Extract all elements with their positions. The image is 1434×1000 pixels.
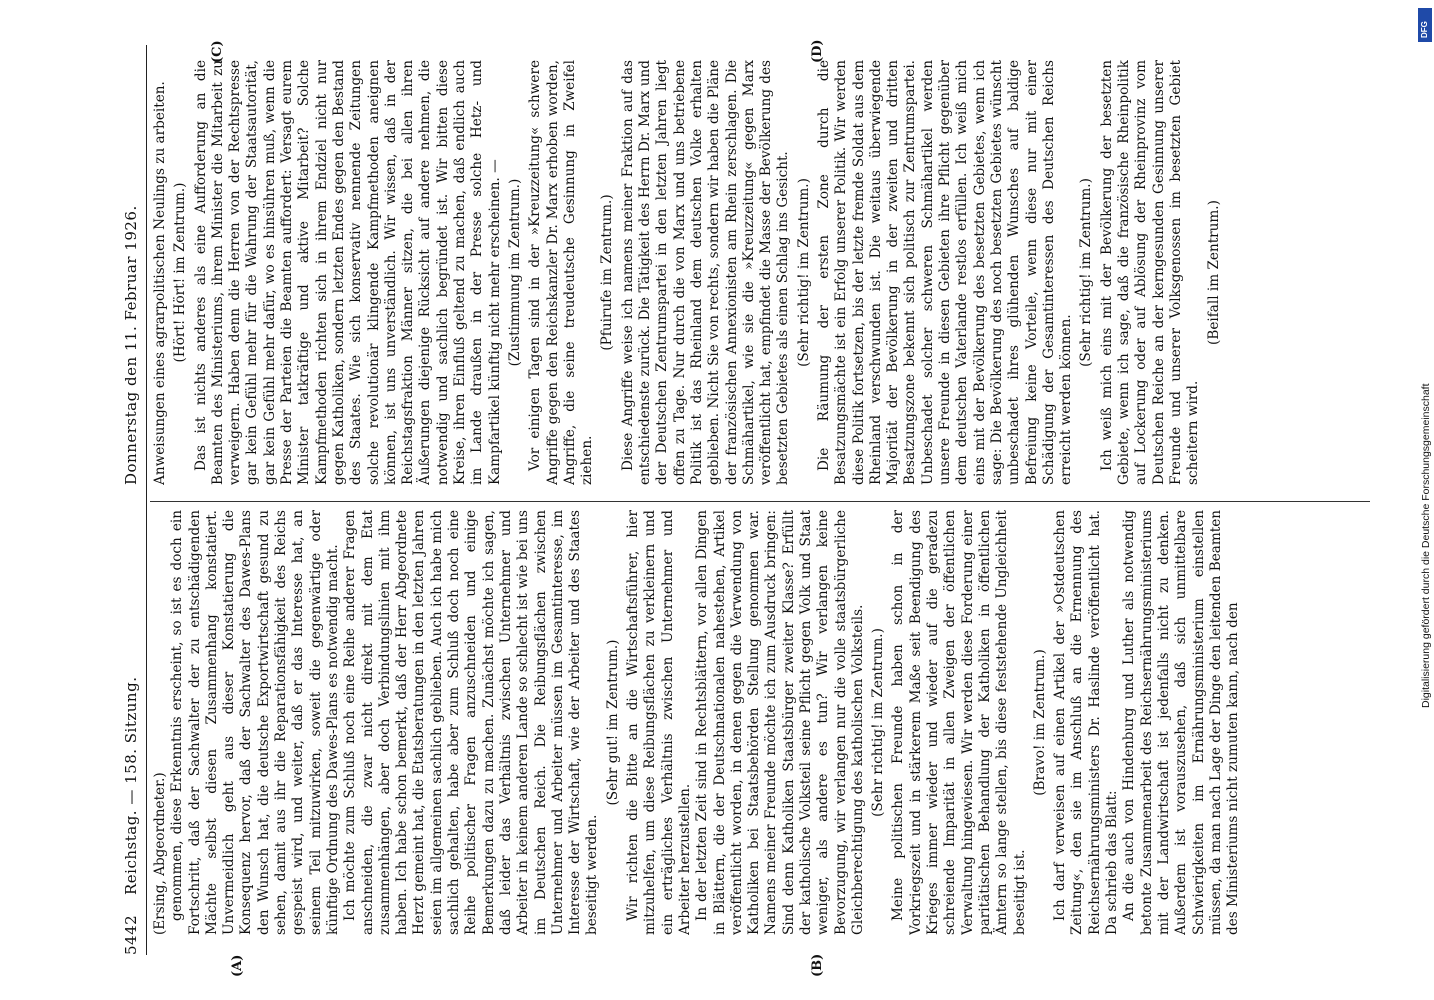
paragraph: In der letzten Zeit sind in Rechtsblättern, vor allen Dingen in Blättern, die der Deutschnationalen nahestehen, Artikel veröffentlicht worden, in denen gegen die Verwendung von Katholiken bei Staatsbehörden Stellung genommen war. Namens meiner Freunde möchte ich zum Ausdruck bringen: Sind denn Katholiken Staatsbürger zweiter Klasse? Erfüllt der katholische Volksteil seine Pflicht gegen Volk und Staat weniger, als andere es tun? Wir verlangen keine Bevorzugung, wir verlangen nur die volle staatsbürgerliche Gleichberechtigung des katholischen Volksteils. <box>694 510 866 935</box>
paragraph: Vor einigen Tagen sind in der »Kreuzzeitung« schwere Angriffe gegen den Reichskanzler Dr. Marx erhoben worden, Angriffe, die seine treudeutsche Gesinnung in Zweifel ziehen. <box>527 60 596 485</box>
paragraph: Ich darf verweisen auf einen Artikel der »Ostdeutschen Zeitung«, den sie im Anschluß an die Ernennung des Reichsernährungsministers Dr. Haslinde veröffentlicht hat. Da schrieb das Blatt: <box>1052 510 1121 935</box>
paragraph: Anweisungen eines agrarpolitischen Neulings zu arbeiten. <box>152 81 168 485</box>
rotated-document-page <box>120 39 1380 977</box>
running-head-left: Reichstag. — 158. Sitzung. <box>122 676 140 895</box>
margin-marker-c: (C) <box>210 40 225 63</box>
right-text-column <box>152 60 1352 485</box>
paragraph: Diese Angriffe weise ich namens meiner Fraktion auf das entschiedenste zurück. Die Tätigkeit des Herrn Dr. Marx und der Deutschen Zentrumspartei in den letzten Jahren liegt offen zu Tage. Nur durch die von Marx und uns betriebene Politik ist das Rheinland dem deutschen Volke erhalten geblieben. Nicht Sie von rechts, sondern wir haben die Pläne der französischen Annexionisten am Rhein zerschlagen. Die Schmähartikel, wie sie die »Kreuzzeitung« gegen Marx veröffentlicht hat, empfindet die Masse der Bevölkerung des besetzten Gebietes als einen Schlag ins Gesicht. <box>619 60 792 485</box>
paragraph: Meine politischen Freunde haben schon in der Vorkriegszeit und in stärkerem Maße seit Beendigung des Krieges immer wieder und wieder auf die geradezu schreiende Imparität in allen Zweigen der öffentlichen Verwaltung hingewiesen. Wir werden diese Forderung einer paritätischen Behandlung der Katholiken in öffentlichen Ämtern so lange stellen, bis diese feststehende Ungleichheit beseitigt ist. <box>890 510 1028 935</box>
page-number: 5442 <box>122 914 140 955</box>
interjection: (Beifall im Zentrum.) <box>1205 200 1222 345</box>
left-text-column <box>152 510 1352 935</box>
dfg-logo: DFG <box>1418 8 1432 42</box>
running-head-right: Donnerstag den 11. Februar 1926. <box>122 205 140 485</box>
margin-marker-a: (A) <box>230 954 245 977</box>
margin-marker-d: (D) <box>810 39 825 63</box>
interjection: (Zustimmung im Zentrum.) <box>506 178 523 367</box>
paragraph: Die Räumung der ersten Zone durch die Besatzungsmächte ist ein Erfolg unserer Politik. Wir werden diese Politik fortsetzen, bis der letzte fremde Soldat aus dem Rheinland verschwunden ist. Die weitaus überwiegende Majorität der Bevölkerung in der zweiten und dritten Besatzungszone bekennt sich politisch zur Zentrumspartei. Unbeschadet solcher schweren Schmähartikel werden unsere Freunde in diesen Gebieten ihre Pflicht gegenüber dem deutschen Vaterlande restlos erfüllen. Ich weiß mich eins mit der Bevölkerung des besetzten Gebietes, wenn ich sage: Die Bevölkerung des noch besetzten Gebietes wünscht unbeschadet ihres glühenden Wunsches auf baldige Befreiung keine Vorteile, wenn diese nur mit einer Schädigung der Gesamtinteressen des Deutschen Reichs erreicht werden können. <box>815 60 1075 485</box>
interjection: (Pfuirufe im Zentrum.) <box>599 194 616 351</box>
interjection: (Hört! Hört! im Zentrum.) <box>172 182 189 363</box>
interjection: (Sehr richtig! im Zentrum.) <box>795 178 812 367</box>
page-header <box>120 45 147 955</box>
paragraph: genommen, diese Erkenntnis erscheint, so ist es doch ein Fortschritt, daß der Sachwalter der zu entschädigenden Mächte selbst diesen Zusammenhang konstatiert. Unvermeidlich geht aus dieser Konstatierung die Konsequenz hervor, daß der Sachwalter des Dawes-Plans den Wunsch hat, die deutsche Exportwirtschaft gesund zu sehen, damit aus ihr die Reparationsfähigkeit des Reichs gespeist wird, und weiter, daß er das Interesse hat, an seinem Teil mitzuwirken, soweit die gegenwärtige oder künftige Ordnung des Dawes-Plans es notwendig macht. <box>169 510 341 935</box>
paragraph: Ich möchte zum Schluß noch eine Reihe anderer Fragen anschneiden, die zwar nicht direkt mit dem Etat zusammenhängen, aber doch Verbindungslinien mit ihm haben. Ich habe schon bemerkt, daß der Herr Abgeordnete Herzt gemeint hat, die Etatsberatungen in den letzten Jahren seien im allgemeinen sachlich geblieben. Auch ich habe mich sachlich gehalten, habe aber zum Schluß doch noch eine Reihe politischer Fragen anzuschneiden und einige Bemerkungen dazu zu machen. Zunächst möchte ich sagen, daß leider das Verhältnis zwischen Unternehmer und Arbeiter in keinem anderen Lande so schlecht ist wie bei uns im Deutschen Reich. Die Reibungsflächen zwischen Unternehmer und Arbeiter müssen im Gesamtinteresse, im Interesse der Wirtschaft, wie der Arbeiter und des Staates beseitigt werden. <box>342 510 601 935</box>
interjection: (Sehr richtig! im Zentrum.) <box>870 628 887 817</box>
dfg-funding-note: Digitalisierung gefördert durch die Deutsche Forschungsgemeinschaft <box>1420 383 1432 708</box>
interjection: (Bravo! im Zentrum.) <box>1031 649 1048 796</box>
paragraph: Ich weiß mich eins mit der Bevölkerung der besetzten Gebiete, wenn ich sage, daß die französische Rheinpolitik auf Lockerung oder auf Ablösung der Rheinprovinz vom Deutschen Reiche an der kerngesunden Gesinnung unserer Freunde und unserer Volksgenossen im besetzten Gebiet scheitern wird. <box>1098 60 1202 485</box>
dfg-sidebar <box>1416 8 1434 988</box>
speaker-tag: (Ersing, Abgeordneter.) <box>152 772 168 935</box>
interjection: (Sehr gut! im Zentrum.) <box>604 639 621 806</box>
column-divider <box>150 501 1370 502</box>
margin-marker-b: (B) <box>810 953 825 977</box>
paragraph: Das ist nichts anderes als eine Aufforderung an die Beamten des Ministeriums, ihrem Minister die Mitarbeit zu verweigern. Haben denn die Herren von der Rechtspresse gar kein Gefühl mehr für die Wahrung der Staatsautorität, gar kein Gefühl mehr dafür, wo es hinsühren muß, wenn die Presse der Parteien die Beamten auffordert: Versagt eurem Minister tatkräftige und aktive Mitarbeit? Solche Kampfmethoden richten sich in ihrem Endziel nicht nur gegen Katholiken, sondern letzten Endes gegen den Bestand des Staates. Wie sich konservativ nennende Zeitungen solche revolutionär klingende Kampfmethoden aneignen können, ist uns unverständlich. Wir wissen, daß in der Reichstagsfraktion Männer sitzen, die bei allen ihren Äußerungen diejenige Rücksicht auf andere nehmen, die notwendig und sachlich begründet ist. Wir bitten diese Kreise, ihren Einfluß geltend zu machen, daß endlich auch im Lande draußen in der Presse solche Hetz- und Kampfartikel künftig nicht mehr erscheinen. — <box>192 60 503 485</box>
paragraph: An die auch von Hindenburg und Luther als notwendig betonte Zusammenarbeit des Reichsernährungsministeriums mit der Landwirtschaft ist jedenfalls nicht zu denken. Außerdem ist vorauszusehen, daß sich unmittelbare Schwierigkeiten im Ernährungsministerium einstellen müssen, da man nach Lage der Dinge den leitenden Beamten des Ministeriums nicht zumuten kann, nach den <box>1121 510 1242 935</box>
interjection: (Sehr richtig! im Zentrum.) <box>1078 178 1095 367</box>
paragraph: Wir richten die Bitte an die Wirtschaftsführer, hier mitzuhelfen, um diese Reibungsflächen zu verkleinern und ein erträgliches Verhältnis zwischen Unternehmer und Arbeiter herzustellen. <box>625 510 693 935</box>
